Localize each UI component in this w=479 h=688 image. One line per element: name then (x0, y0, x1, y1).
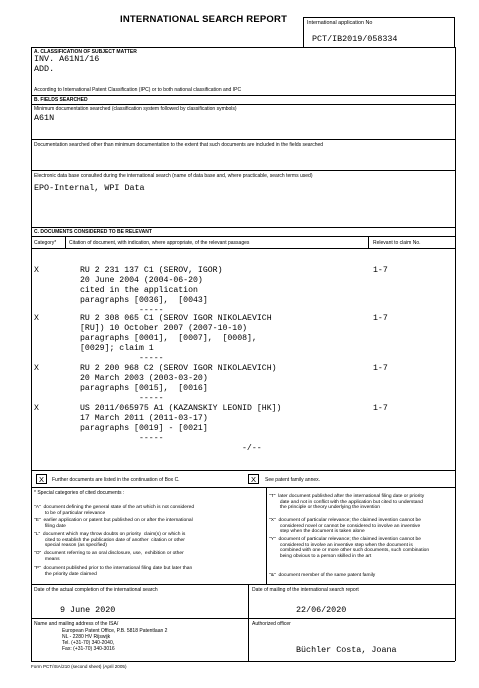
divider (31, 227, 455, 228)
divider (31, 95, 455, 96)
row-category: X (34, 364, 39, 373)
row-category: X (34, 266, 39, 275)
row-relevant: 1-7 (373, 404, 388, 413)
application-number-box (303, 17, 455, 48)
divider (31, 236, 455, 237)
divider (31, 248, 455, 249)
continuation-mark: -/-- (242, 444, 262, 453)
category-entry-family: "&" document member of the same patent family (269, 573, 376, 578)
col-divider (266, 487, 267, 584)
category-entry-p: "P" document published prior to the international filing date but later than the priority date claimed (34, 566, 193, 577)
divider (31, 470, 455, 471)
section-a-heading: A. CLASSIFICATION OF SUBJECT MATTER (34, 49, 137, 55)
row-category: X (34, 404, 39, 413)
category-entry-l: "L" document which may throw doubts on priority claim(s) or which is cited to establish the publication date of another citation or other special reason (as specified) (34, 532, 186, 549)
divider (31, 487, 455, 488)
other-doc-label: Documentation searched other than minimum documentation to the extent that such documents are included in the fields searched (34, 142, 324, 148)
ipc-add-line: ADD. (34, 64, 55, 74)
row-relevant: 1-7 (373, 364, 388, 373)
officer-name: Büchler Costa, Joana (296, 645, 397, 655)
divider (31, 104, 455, 105)
category-entry-a: "A" document defining the general state of the art which is not considered to be of particular relevance (34, 505, 195, 516)
section-b-heading: B. FIELDS SEARCHED (34, 97, 88, 103)
col-divider (65, 236, 66, 248)
application-number-label: International application No (307, 20, 373, 26)
form-top-border (31, 47, 303, 48)
col-citation-header: Citation of document, with indication, where appropriate, of the relevant passages (69, 240, 250, 246)
col-relevant-header: Relevant to claim No. (373, 240, 421, 246)
mailing-date-label: Date of mailing of the international search report (252, 587, 359, 593)
report-title: INTERNATIONAL SEARCH REPORT (120, 14, 288, 25)
isa-address: European Patent Office, P.B. 5818 Patentlaan 2 NL - 2280 HV Rijswijk Tel. (+31-70) 340-2040, Fax: (+31-70) 340-3016 (62, 628, 168, 652)
row-relevant: 1-7 (373, 266, 388, 275)
col-divider (248, 584, 249, 661)
completion-date-value: 9 June 2020 (60, 605, 116, 615)
col-divider (368, 236, 369, 248)
form-right-border (455, 47, 456, 661)
patent-family-text: See patent family annex. (265, 477, 321, 483)
category-entry-x: "X" document of particular relevance; the claimed invention cannot be considered novel or cannot be considered to involve an inventive step when the document is taken alone (269, 518, 421, 535)
continuation-box-text: Further documents are listed in the continuation of Box C. (52, 477, 180, 483)
application-number-value: PCT/IB2019/058334 (312, 34, 398, 44)
categories-heading: * Special categories of cited documents : (34, 490, 125, 496)
divider (31, 584, 455, 585)
completion-date-label: Date of the actual completion of the international search (34, 587, 158, 593)
category-entry-o: "O" document referring to an oral disclosure, use, exhibition or other means (34, 551, 184, 562)
col-category-header: Category* (34, 240, 57, 246)
ipc-note: According to International Patent Classification (IPC) or to both national classification and IPC (34, 87, 242, 93)
min-doc-label: Minimum documentation searched (classification system followed by classification symbols) (34, 106, 237, 112)
isa-label: Name and mailing address of the ISA/ (34, 621, 119, 627)
divider (31, 139, 455, 140)
mailing-date-value: 22/06/2020 (296, 605, 347, 615)
category-entry-e: "E" earlier application or patent but published on or after the international filing date (34, 518, 193, 529)
officer-label: Authorized officer (252, 621, 291, 627)
row-citation: RU 2 308 065 C1 (SEROV IGOR NIKOLAEVICH [RU]) 10 October 2007 (2007-10-10) paragraphs [0001], [0007], [0008], [0029]; claim 1 ----- (80, 314, 272, 363)
ipc-inv-line: INV. A61N1/16 (34, 54, 100, 64)
divider (31, 170, 455, 171)
row-category: X (34, 314, 39, 323)
database-value: EPO-Internal, WPI Data (34, 183, 145, 193)
row-relevant: 1-7 (373, 314, 388, 323)
category-entry-t: "T" later document published after the international filing date or priority date and not in conflict with the application but cited to understand the principle or theory underlying the invention (269, 494, 425, 511)
min-doc-value: A61N (34, 113, 55, 123)
category-entry-y: "Y" document of particular relevance; the claimed invention cannot be considered to involve an inventive step when the document is combined with one or more other such documents, such combination being obvious to a person skilled in the art (269, 537, 430, 559)
patent-family-checkbox[interactable]: X (248, 474, 259, 484)
row-citation: US 2011/065975 A1 (KAZANSKIY LEONID [HK]) 17 March 2011 (2011-03-17) paragraphs [0019] - [0021] ----- (80, 404, 282, 443)
form-identifier: Form PCT/ISA/210 (second sheet) (April 2005) (31, 664, 127, 669)
row-citation: RU 2 231 137 C1 (SEROV, IGOR) 20 June 2004 (2004-06-20) cited in the application paragraphs [0036], [0043] ----- (80, 266, 223, 315)
continuation-box-checkbox[interactable]: X (36, 474, 47, 484)
database-label: Electronic data base consulted during the international search (name of data base and, where practicable, search terms used) (34, 173, 313, 179)
divider (31, 618, 455, 619)
row-citation: RU 2 200 968 C2 (SEROV IGOR NIKOLAEVICH) 20 March 2003 (2003-03-20) paragraphs [0015], [0016] ----- (80, 364, 277, 403)
section-c-heading: C. DOCUMENTS CONSIDERED TO BE RELEVANT (34, 229, 152, 235)
form-bottom-border (31, 661, 455, 662)
